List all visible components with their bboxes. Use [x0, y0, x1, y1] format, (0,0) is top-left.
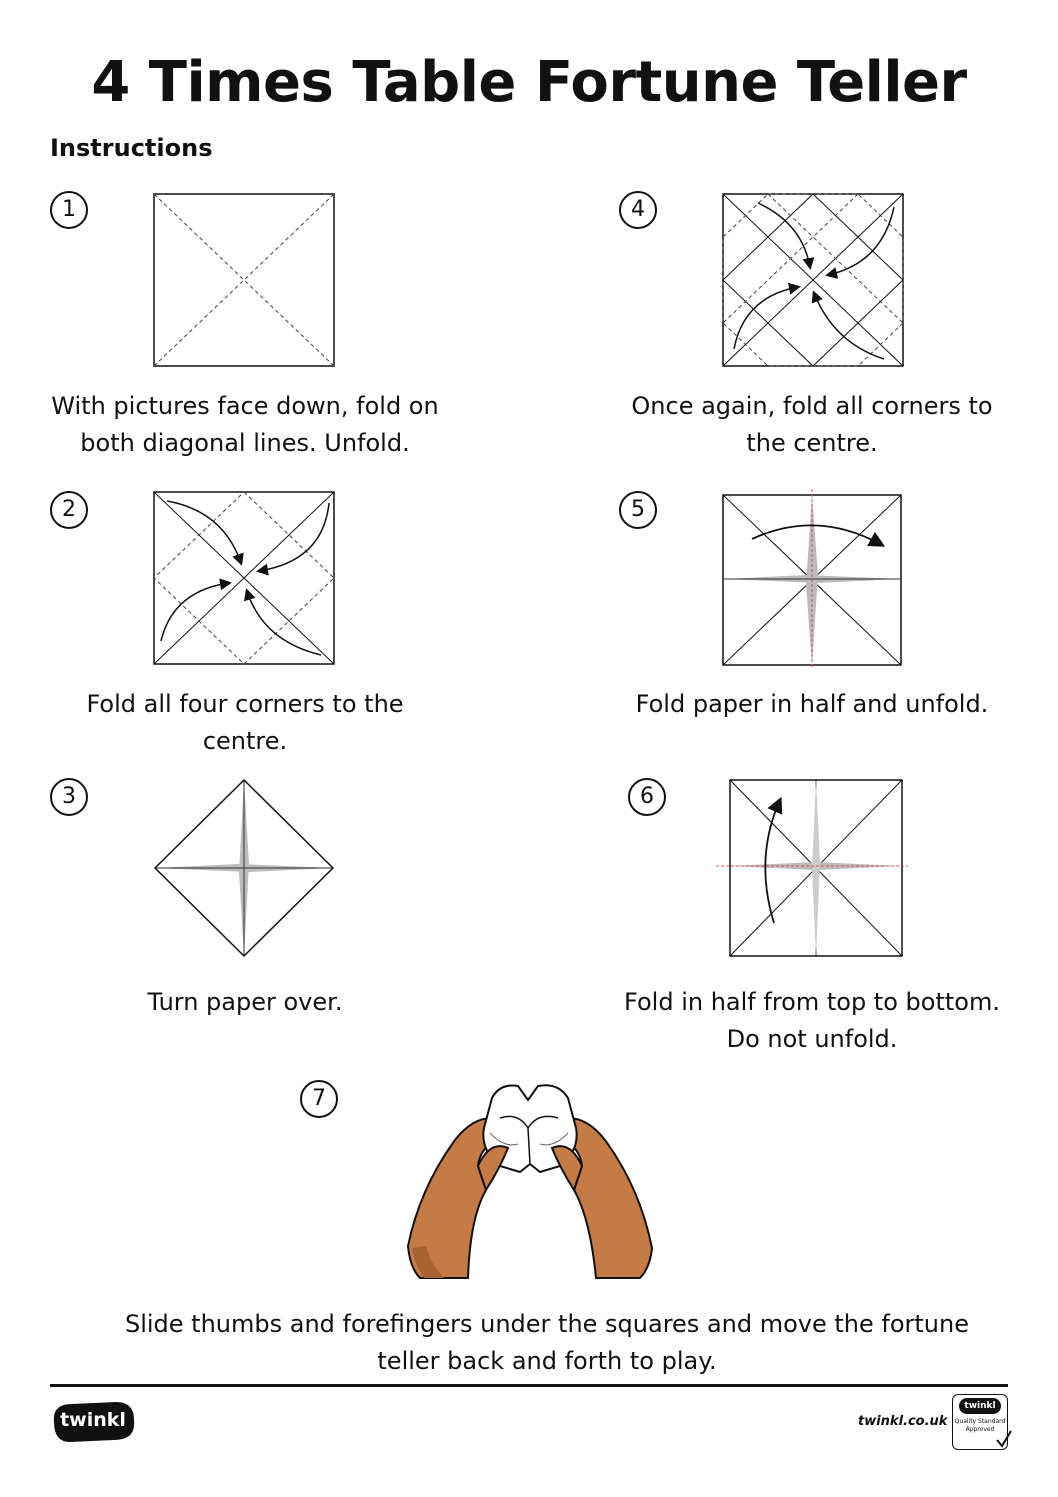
footer-divider — [50, 1384, 1008, 1387]
step-2-caption: Fold all four corners to the centre. — [86, 690, 404, 755]
step-6-number: 6 — [628, 778, 666, 816]
step-1-diagram — [153, 193, 335, 367]
step-6-diagram — [716, 778, 908, 958]
website-link[interactable]: twinkl.co.uk — [858, 1414, 948, 1429]
step-6-caption: Fold in half from top to bottom. Do not unfold. — [624, 988, 1000, 1053]
page-title: 4 Times Table Fortune Teller — [91, 50, 967, 115]
step-4-caption: Once again, fold all corners to the centre. — [631, 392, 993, 457]
step-5-number: 5 — [619, 491, 657, 529]
step-5-caption: Fold paper in half and unfold. — [635, 690, 989, 718]
checkmark-icon — [996, 1430, 1012, 1448]
step-5-diagram — [722, 487, 904, 669]
step-3-diagram — [153, 778, 335, 958]
badge-line-1: Quality Standard — [954, 1418, 1006, 1425]
step-7-number: 7 — [300, 1080, 338, 1118]
step-7-caption: Slide thumbs and forefingers under the squares and move the fortune teller back and forth to play. — [124, 1310, 969, 1375]
hands-holding-fortune-teller-illustration — [400, 1078, 660, 1283]
section-heading: Instructions — [50, 134, 213, 162]
step-3-caption: Turn paper over. — [147, 988, 343, 1016]
step-4-diagram — [722, 193, 904, 367]
step-2-number: 2 — [50, 491, 88, 529]
step-2-diagram — [153, 491, 335, 665]
badge-line-2: Approved — [965, 1426, 995, 1433]
badge-logo: twinkl — [959, 1398, 1001, 1414]
step-3-number: 3 — [50, 778, 88, 816]
twinkl-logo-text: twinkl — [60, 1409, 126, 1431]
step-1-caption: With pictures face down, fold on both diagonal lines. Unfold. — [51, 392, 439, 457]
step-1-number: 1 — [50, 191, 88, 229]
step-4-number: 4 — [619, 191, 657, 229]
